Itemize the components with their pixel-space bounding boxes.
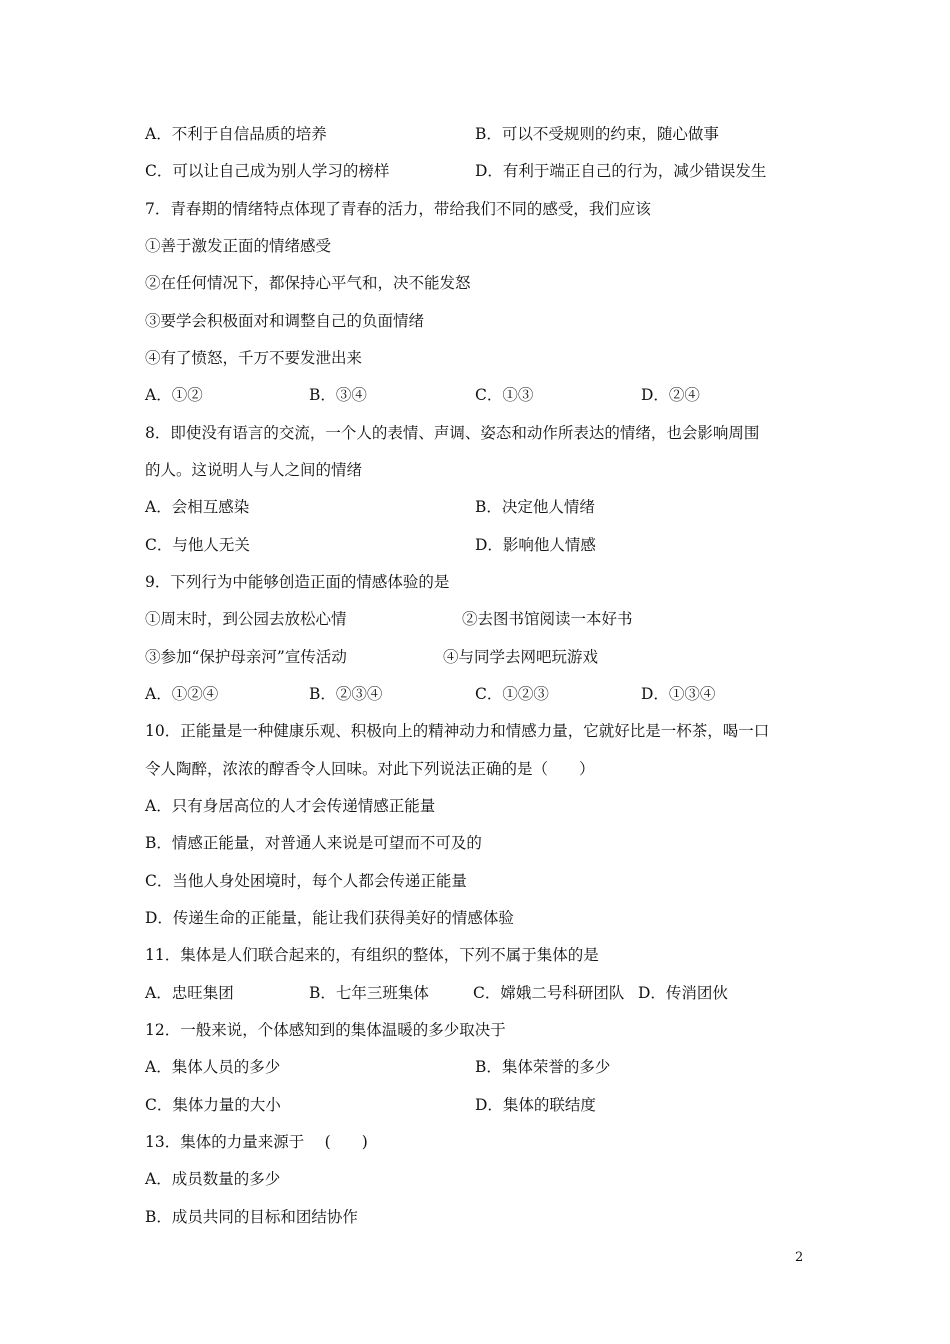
q13-stem: 13．集体的力量来源于 ( ) — [145, 1133, 368, 1151]
q12-stem: 12．一般来说，个体感知到的集体温暖的多少取决于 — [145, 1021, 506, 1039]
q9-option-b: B．②③④ — [309, 685, 383, 703]
q6-option-b: B．可以不受规则的约束，随心做事 — [475, 125, 719, 143]
q8-option-a: A．会相互感染 — [145, 498, 250, 516]
q7-item-3: ③要学会积极面对和调整自己的负面情绪 — [145, 312, 425, 330]
q10-stem-line-2: 令人陶醉，浓浓的醇香令人回味。对此下列说法正确的是（ ） — [145, 760, 595, 778]
q8-stem-line-2: 的人。这说明人与人之间的情绪 — [145, 461, 363, 479]
q12-option-a: A．集体人员的多少 — [145, 1058, 281, 1076]
q8-option-d: D．影响他人情感 — [475, 536, 596, 554]
q12-option-b: B．集体荣誉的多少 — [475, 1058, 611, 1076]
q6-option-c: C．可以让自己成为别人学习的榜样 — [145, 162, 390, 180]
q12-option-d: D．集体的联结度 — [475, 1096, 596, 1114]
q7-option-b: B．③④ — [309, 386, 367, 404]
q13-option-b: B．成员共同的目标和团结协作 — [145, 1208, 358, 1226]
q11-option-b: B．七年三班集体 — [309, 984, 429, 1002]
q8-option-c: C．与他人无关 — [145, 536, 250, 554]
q9-item-3: ③参加“保护母亲河”宣传活动 — [145, 648, 347, 666]
q10-option-b: B．情感正能量，对普通人来说是可望而不可及的 — [145, 834, 482, 852]
q8-stem-line-1: 8．即使没有语言的交流，一个人的表情、声调、姿态和动作所表达的情绪，也会影响周围 — [145, 424, 760, 442]
q6-option-a: A．不利于自信品质的培养 — [145, 125, 327, 143]
q9-item-4: ④与同学去网吧玩游戏 — [443, 648, 599, 666]
q8-option-b: B．决定他人情绪 — [475, 498, 595, 516]
q9-item-2: ②去图书馆阅读一本好书 — [462, 610, 633, 628]
q7-item-4: ④有了愤怒，千万不要发泄出来 — [145, 349, 363, 367]
q9-stem: 9．下列行为中能够创造正面的情感体验的是 — [145, 573, 450, 591]
q10-stem-line-1: 10．正能量是一种健康乐观、积极向上的精神动力和情感力量，它就好比是一杯茶，喝一口 — [145, 722, 770, 740]
q7-item-2: ②在任何情况下，都保持心平气和，决不能发怒 — [145, 274, 471, 292]
q11-option-a: A．忠旺集团 — [145, 984, 234, 1002]
q11-option-c: C．嫦娥二号科研团队 — [473, 984, 625, 1002]
q9-item-1: ①周末时，到公园去放松心情 — [145, 610, 347, 628]
page-number: 2 — [795, 1250, 804, 1265]
q9-option-a: A．①②④ — [145, 685, 219, 703]
q9-option-c: C．①②③ — [475, 685, 549, 703]
q10-option-a: A．只有身居高位的人才会传递情感正能量 — [145, 797, 436, 815]
q13-option-a: A．成员数量的多少 — [145, 1170, 281, 1188]
q7-option-d: D．②④ — [641, 386, 700, 404]
q7-item-1: ①善于激发正面的情绪感受 — [145, 237, 332, 255]
q10-option-c: C．当他人身处困境时，每个人都会传递正能量 — [145, 872, 467, 890]
q6-option-d: D．有利于端正自己的行为，减少错误发生 — [475, 162, 767, 180]
q11-stem: 11．集体是人们联合起来的，有组织的整体，下列不属于集体的是 — [145, 946, 599, 964]
q7-option-c: C．①③ — [475, 386, 534, 404]
q7-option-a: A．①② — [145, 386, 203, 404]
q7-stem: 7．青春期的情绪特点体现了青春的活力，带给我们不同的感受，我们应该 — [145, 200, 651, 218]
q11-option-d: D．传消团伙 — [638, 984, 728, 1002]
q9-option-d: D．①③④ — [641, 685, 716, 703]
q12-option-c: C．集体力量的大小 — [145, 1096, 281, 1114]
q10-option-d: D．传递生命的正能量，能让我们获得美好的情感体验 — [145, 909, 514, 927]
